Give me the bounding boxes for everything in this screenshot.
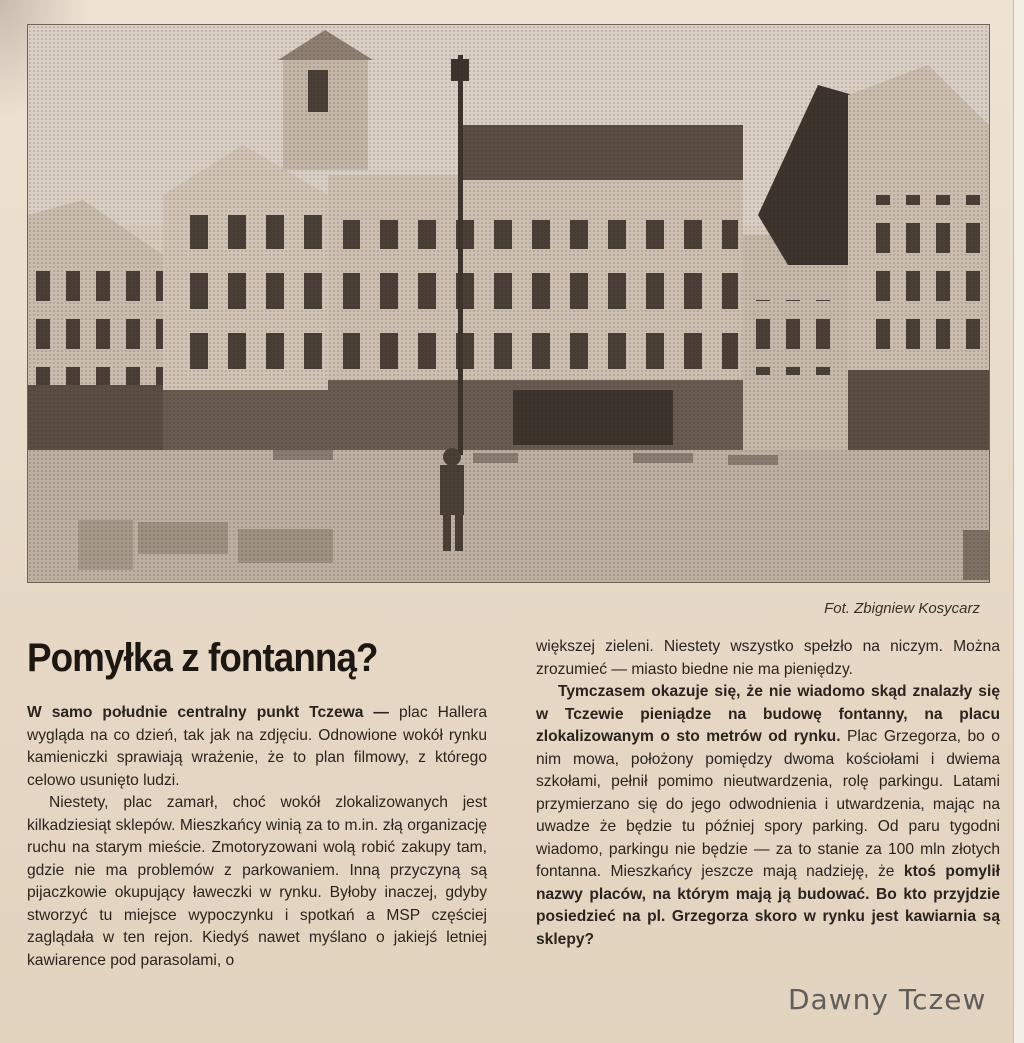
bold-segment-2: ktoś pomylił nazwy placów, na którym mają ją budować. Bo kto przyjdzie posiedzieć na pl. Grzegorza skoro w rynku jest kawiarnia są sklepy? [536, 863, 1001, 948]
bold-segment-1: Tymczasem okazuje się, że nie wiadomo skąd znalazły się w Tczewie pieniądze na budowę fontanny, na placu zlokalizowanym o sto metrów od rynku. [536, 683, 1000, 745]
lead-rest: plac Hallera wygląda na co dzień, tak jak na zdjęciu. Odnowione wokół rynku kamieniczki sprawiają wrażenie, że to plan filmowy, z którego celowo usunięto ludzi. [27, 704, 488, 789]
market-square-photo [27, 24, 990, 583]
lead-bold: W samo południe centralny punkt Tczewa — [27, 704, 390, 721]
watermark: Dawny Tczew [788, 983, 987, 1016]
paragraph-2: Niestety, plac zamarł, choć wokół zlokalizowanych jest kilkadziesiąt sklepów. Mieszkańcy winią za to m.in. złą organizację ruchu na starym mieście. Zmotoryzowani wolą robić zakupy tam, gdzie nie ma problemów z parkowaniem. Inną przyczyną są pijaczkowie okupujący ławeczki w rynku. Byłoby inaczej, gdyby stworzyć tu miejsce wypoczynku i spotkań a MSP częściej zaglądała w ten rejon. Kiedyś nawet myślano o jakiejś letniej kawiarence pod parasolami, o [27, 794, 487, 969]
photo-illustration [28, 25, 989, 582]
paragraph-4 [536, 681, 1000, 951]
article-column-2 [536, 636, 1000, 951]
paper-right-edge [1013, 0, 1024, 1043]
regular-segment: Plac Grzegorza, bo o nim mowa, położony pomiędzy dwoma kościołami i dwiema szkołami, pełnił pomimo nieutwardzenia, rolę parkingu. Latami przymierzano się do jego odwodnienia i utwardzenia, mając na uwadze że będzie tu później spory parking. Od paru tygodni wiadomo, parkingu nie będzie — za to stanie za 100 mln złotych fontanna. Mieszkańcy jeszcze mają nadzieję, że [536, 728, 1000, 880]
paragraph-1 [27, 702, 487, 792]
article-headline: Pomyłka z fontanną? [27, 636, 378, 680]
article-column-1 [27, 702, 487, 972]
photo-credit: Fot. Zbigniew Kosycarz [824, 600, 980, 617]
paragraph-3: większej zieleni. Niestety wszystko spełzło na niczym. Można zrozumieć — miasto biedne nie ma pieniędzy. [536, 638, 1000, 678]
